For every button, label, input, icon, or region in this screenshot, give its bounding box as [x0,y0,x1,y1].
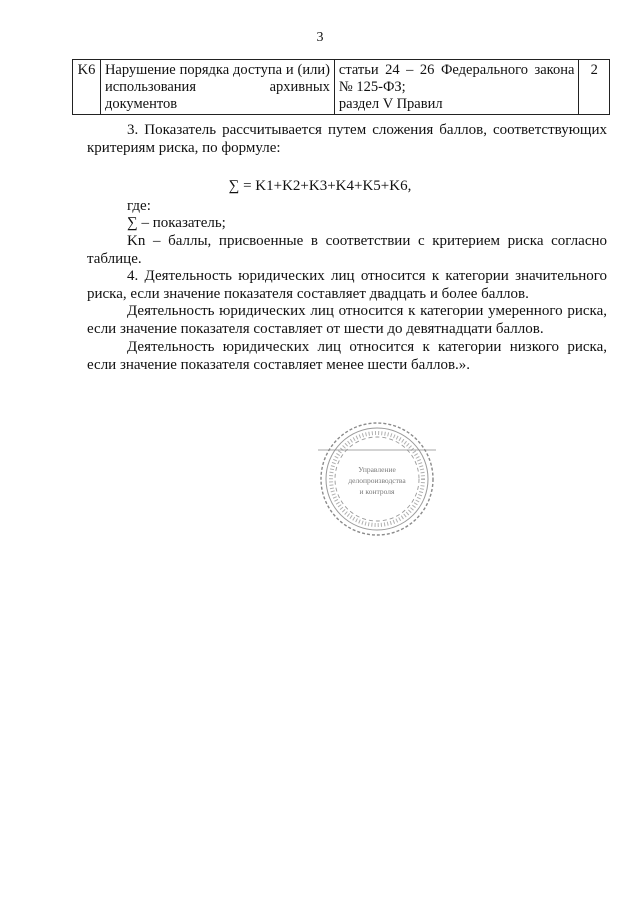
risk-criteria-table [72,59,610,115]
paragraph-6-line: если значение показателя составляет менее шести баллов.». [87,357,471,373]
stamp-text: и контроля [359,487,395,496]
legal-basis-line: статьи 24 – 26 Федерального закона [338,62,575,78]
where-label: где: [127,198,151,214]
risk-formula: ∑ = K1+K2+K3+K4+K5+K6, [228,178,412,194]
stamp-text: делопроизводства [348,476,406,485]
stamp-text: Управление [358,465,396,474]
paragraph-4-line: 4. Деятельность юридических лиц относится к категории значительного [127,268,607,284]
criterion-code: K6 [73,60,101,115]
legal-basis-line: № 125-ФЗ; [338,79,406,95]
paragraph-4-line: риска, если значение показателя составляет двадцать и более баллов. [87,286,529,302]
paragraph-3-line: критериям риска, по формуле: [87,140,281,156]
criterion-name: Нарушение порядка доступа и (или) использования архивных документов [100,60,334,115]
legal-basis-line: раздел V Правил [338,96,443,112]
paragraph-5-line: если значение показателя составляет от шести до девятнадцати баллов. [87,321,544,337]
paragraph-6-line: Деятельность юридических лиц относится к категории низкого риска, [127,339,607,355]
criterion-score: 2 [579,60,610,115]
paragraph-5-line: Деятельность юридических лиц относится к категории умеренного риска, [127,303,607,319]
kn-definition-line: таблице. [87,251,142,267]
official-stamp [318,420,436,538]
table-row [73,60,610,115]
sum-definition: ∑ – показатель; [127,215,226,231]
legal-basis [334,60,579,115]
paragraph-3-line: 3. Показатель рассчитывается путем сложения баллов, соответствующих [127,122,607,138]
page-number: 3 [316,30,324,45]
kn-definition-line: Kn – баллы, присвоенные в соответствии с критерием риска согласно [127,233,607,249]
